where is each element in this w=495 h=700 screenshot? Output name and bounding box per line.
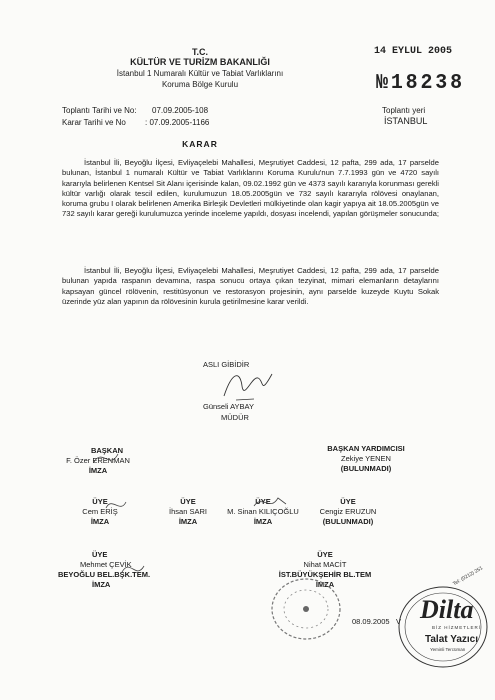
member-4-name: Cengiz ERUZUN [319, 507, 377, 516]
header-tc: T.C. [191, 47, 208, 57]
vice-chairman-name: Zekiye YENEN [341, 454, 391, 463]
decision-title: KARAR [182, 139, 218, 149]
received-date-stamp: 14 EYLUL 2005 [374, 46, 453, 57]
meeting-place-label: Toplantı yeri [382, 106, 426, 115]
certified-copy-label: ASLI GİBİDİR [203, 360, 250, 369]
member-4-role: ÜYE [340, 497, 356, 506]
chairman-status: İMZA [88, 466, 108, 475]
header-board: İstanbul 1 Numaralı Kültür ve Tabiat Varlıklarını [116, 69, 284, 78]
meeting-place-value: İSTANBUL [384, 116, 428, 126]
translator-stamp-brand: Dilta [420, 595, 474, 624]
member-2-name: İhsan SARI [169, 507, 207, 516]
footer-date: 08.09.2005 [352, 617, 390, 626]
translator-stamp-arc: Tel: (0212) 251 [452, 565, 484, 588]
member-6-org: İST.BÜYÜKŞEHİR BL.TEM [278, 570, 372, 579]
decision-date-value: : 07.09.2005-1166 [145, 118, 210, 127]
member-2-role: ÜYE [180, 497, 196, 506]
decision-date-label: Karar Tarihi ve No [62, 118, 126, 127]
member-5-org: BEYOĞLU BEL.BŞK.TEM. [58, 570, 151, 579]
chairman-title: BAŞKAN [90, 446, 124, 455]
member-6-name: Nihat MACİT [303, 560, 347, 569]
header-ministry: KÜLTÜR VE TURİZM BAKANLIĞI [130, 57, 270, 67]
translator-stamp-line: Yeminli Tercüman [430, 647, 466, 652]
meeting-date-label: Toplantı Tarihi ve No: [62, 106, 137, 115]
paragraph-1-text: İstanbul İli, Beyoğlu İlçesi, Evliyaçelebi Mahallesi, Meşrutiyet Caddesi, 12 pafta, 299 ada, 17 parselde bulunan, İstanbul 1 numaralı Kültür ve Tabiat Varlıklarını Koruma Kurulu'nun 7.7.1993 gün ve 4720 sayılı kararıyla belirlenen Kentsel Sit Alanı içerisinde kalan, 09.02.1992 gün ve 4373 sayılı kararıyla korunması gerekli kültür varlığı olarak tescil edilen, kurulumuzun 18.05.2005gün ve 732 sayılı kararıyla rölövesi onaylanan, koruma grubu I olarak belirlenen Amerika Birleşik Devletleri mülkiyetinde olan kagir yapıya ait 18.05.2005gün ve 732 sayılı karar gereği kurulumuzca yerinde inceleme yapıldı, dosyası incelendi, yapılan görüşmeler sonucunda; [62, 158, 439, 219]
member-signatures-scribbles [10, 440, 480, 640]
member-3-role: ÜYE [255, 497, 271, 506]
meeting-date-value: 07.09.2005-108 [152, 106, 209, 115]
member-3-status: İMZA [253, 517, 273, 526]
vice-chairman-status: (BULUNMADI) [340, 464, 392, 473]
member-4-status: (BULUNMADI) [322, 517, 374, 526]
member-6-status: İMZA [315, 580, 335, 589]
member-1-status: İMZA [90, 517, 110, 526]
member-6-role: ÜYE [317, 550, 333, 559]
member-5-role: ÜYE [92, 550, 108, 559]
chairman-name: F. Özer ERENMAN [66, 456, 130, 465]
certifier-name: Günseli AYBAY [203, 402, 254, 411]
paragraph-2-text: İstanbul İli, Beyoğlu İlçesi, Evliyaçelebi Mahallesi, Meşrutiyet Caddesi, 12 pafta, 299 ada, 17 parselde bulunan yapıda raspanın devamına, raspa sonucu ortaya çıkan tezyinat, mimari elemanların detaylarını kapsayan güncel rölövenin, restitüsyonun ve restorasyon projesinin, aynı parselde kuzeyde Kuytu Sokak üzerinde yüz alan yapının da rölövesinin kurula getirilmesine karar verildi. [62, 266, 439, 306]
member-1-name: Cem ERİŞ [82, 507, 118, 516]
decision-paragraph-2 [62, 266, 439, 307]
decision-paragraph-1 [62, 158, 439, 220]
footer-date-v: V [396, 617, 402, 626]
registration-number-stamp: №18238 [376, 72, 465, 95]
translator-stamp-sub: BİZ HİZMETLERİ [432, 625, 482, 630]
certifier-title: MÜDÜR [221, 413, 249, 422]
certifier-signature [218, 366, 278, 406]
member-5-name: Mehmet ÇEVİK [80, 560, 132, 569]
member-1-role: ÜYE [92, 497, 108, 506]
member-2-status: İMZA [178, 517, 198, 526]
translator-stamp-name: Talat Yazıcı [425, 634, 478, 645]
member-5-status: İMZA [92, 580, 111, 589]
header-board-line2: Koruma Bölge Kurulu [161, 80, 239, 89]
vice-chairman-title: BAŞKAN YARDIMCISI [327, 444, 405, 453]
member-3-name: M. Sinan KILIÇOĞLU [227, 507, 299, 516]
